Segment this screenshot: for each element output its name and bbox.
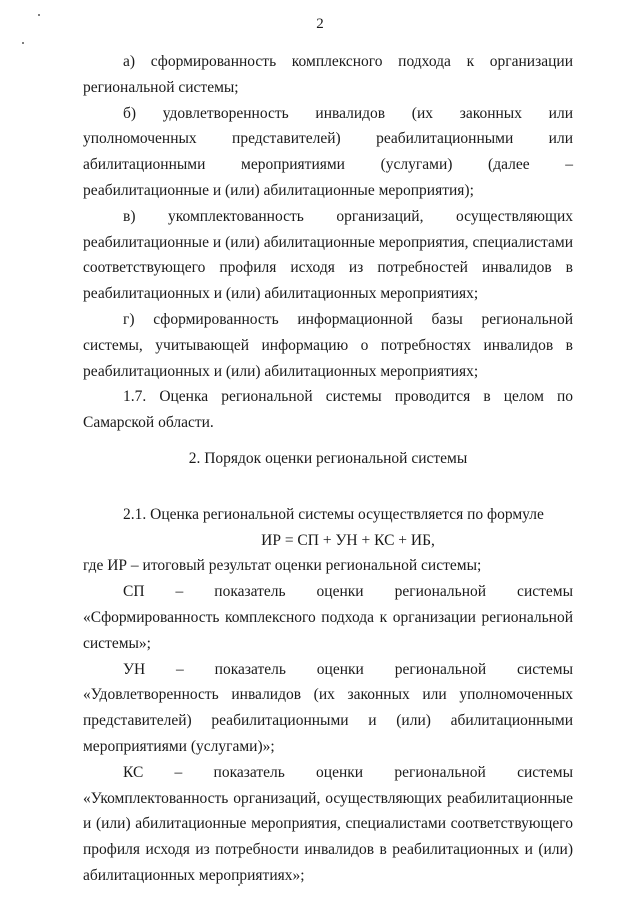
page-number: 2 [316, 16, 324, 32]
paragraph-b: б) удовлетворенность инвалидов (их законных или уполномоченных представителей) реабилитационными или абилитационными мероприятиями (услугами) (далее – реабилитационные и (или) абилитационные мероприятия); [83, 104, 573, 199]
scan-speck [22, 42, 24, 44]
section-title: 2. Порядок оценки региональной системы [188, 449, 468, 467]
formula: ИР = СП + УН + КС + ИБ, [261, 531, 435, 549]
definition-un: УН – показатель оценки региональной системы «Удовлетворенность инвалидов (их законных или уполномоченных представителей) реабилитационными и (или) абилитационными мероприятиями (услугами)»; [83, 660, 573, 755]
definition-ir: где ИР – итоговый результат оценки региональной системы; [83, 557, 482, 575]
paragraph-2-1: 2.1. Оценка региональной системы осуществляется по формуле [123, 505, 544, 523]
definition-sp: СП – показатель оценки региональной системы «Сформированность комплексного подхода к организации региональной системы»; [83, 583, 573, 652]
scan-speck [38, 14, 40, 16]
definition-ks: КС – показатель оценки региональной системы «Укомплектованность организаций, осуществляющих реабилитационные и (или) абилитационные мероприятия, специалистами соответствующего профиля исходя из потребности инвалидов в реабилитационных и (или) абилитационных мероприятиях»; [83, 763, 573, 884]
paragraph-a: а) сформированность комплексного подхода к организации региональной системы; [83, 53, 573, 96]
paragraph-g: г) сформированность информационной базы региональной системы, учитывающей информацию о потребностях инвалидов в реабилитационных и (или) абилитационных мероприятиях; [83, 310, 573, 380]
paragraph-1-7: 1.7. Оценка региональной системы проводится в целом по Самарской области. [83, 388, 573, 432]
paragraph-v: в) укомплектованность организаций, осуществляющих реабилитационные и (или) абилитационные мероприятия, специалистами соответствующего профиля исходя из потребностей инвалидов в реабилитационных и (или) абилитационных мероприятиях; [83, 207, 573, 303]
document-body [83, 49, 573, 889]
